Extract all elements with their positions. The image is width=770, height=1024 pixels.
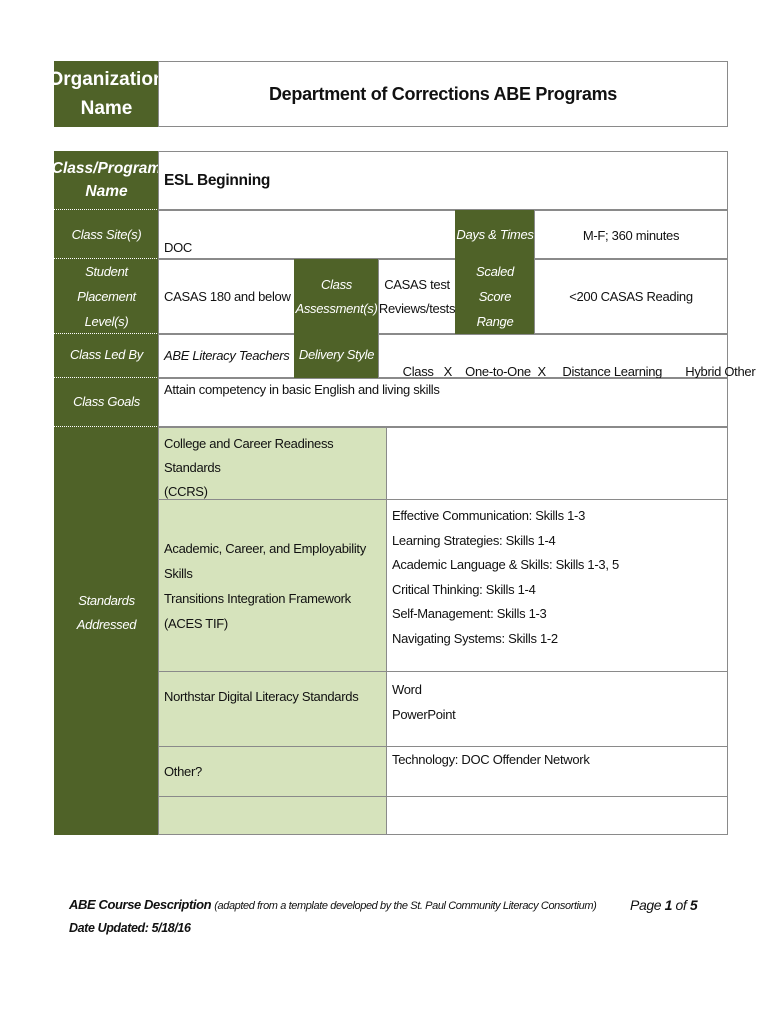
aces-skill: Learning Strategies: Skills 1-4 [392,532,556,548]
led-label: Class Led By [70,347,143,362]
footer-date [69,920,269,936]
northstar-items-cell [386,671,728,747]
aces-skill: Academic Language & Skills: Skills 1-3, 5 [392,557,619,572]
site-label: Class Site(s) [71,227,142,242]
program-label-cell [51,151,162,210]
placement-label-cell [54,259,159,334]
org-value-cell [158,61,728,127]
aces-label-cell [158,499,387,672]
goals-label-cell [54,378,159,427]
assessment-value-cell [378,259,456,334]
empty-value-cell [386,796,728,835]
program-label-line2: Name [85,183,128,200]
goals-label: Class Goals [73,394,140,409]
ccrs-value-cell [386,427,728,500]
aces-skill: Navigating Systems: Skills 1-2 [392,630,558,646]
standards-label-cell [54,427,159,835]
page-total: 5 [689,897,698,913]
page-indicator [630,897,710,913]
ccrs-line2: (CCRS) [164,484,208,499]
score-label-line2: Score [478,289,512,304]
assessment-value-line2: Reviews/tests [378,300,456,316]
other-label: Other? [164,764,202,779]
standards-label-line2: Addressed [76,617,137,632]
ccrs-line1: College and Career Readiness Standards [164,436,334,475]
assessment-value-line1: CASAS test [384,276,450,292]
empty-label-cell [158,796,387,835]
program-label-line1: Class/Program [51,160,162,177]
led-label-cell [54,334,159,378]
goals-value-cell [158,378,728,427]
placement-label-line3: Level(s) [84,313,129,329]
northstar-label: Northstar Digital Literacy Standards [164,689,359,704]
org-label-cell [48,61,165,127]
assessment-label-cell [294,259,379,334]
northstar-label-cell [158,671,387,747]
other-value: Technology: DOC Offender Network [392,752,590,767]
placement-label-line2: Placement [77,288,136,304]
goals-value: Attain competency in basic English and living skills [164,382,440,397]
score-value-cell [534,259,728,334]
delivery-value-cell [378,334,756,379]
page-word: Page [630,897,662,913]
footer-description [69,897,597,914]
standards-label-line1: Standards [78,593,135,608]
delivery-label-cell [294,334,379,378]
footer-title: ABE Course Description [69,897,212,912]
other-label-cell [158,746,387,797]
assessment-label-line1: Class [320,276,352,292]
placement-value: CASAS 180 and below [164,289,291,304]
aces-line1: Academic, Career, and Employability Skills [164,540,366,581]
delivery-label: Delivery Style [298,347,375,362]
score-value: <200 CASAS Reading [569,288,693,304]
days-label: Days & Times [456,227,534,242]
delivery-value: Class X One-to-One X Distance Learning Hybrid Other [402,364,756,379]
score-label-cell [455,259,535,334]
aces-skills-cell [386,499,728,672]
assessment-label-line2: Assessment(s) [295,300,378,316]
northstar-item: PowerPoint [392,707,456,722]
placement-value-cell [158,259,295,334]
org-value: Department of Corrections ABE Programs [268,83,617,104]
score-label-line1: Scaled [476,264,514,279]
days-value: M-F; 360 minutes [582,228,680,243]
aces-line2: Transitions Integration Framework (ACES TIF) [164,590,351,631]
days-value-cell [534,210,728,259]
northstar-item: Word [392,682,422,697]
placement-label-line1: Student [85,263,128,279]
org-label-line2: Name [80,98,133,119]
site-value: DOC [164,240,192,255]
other-value-cell [386,746,728,797]
days-label-cell [455,210,535,259]
site-value-cell [158,210,456,259]
program-value-cell [158,151,728,210]
org-label-line1: Organization [48,69,165,90]
aces-skill: Effective Communication: Skills 1-3 [392,508,586,523]
of-word: of [675,897,687,913]
score-label-line3: Range [476,314,514,329]
footer-date-text: Date Updated: 5/18/16 [69,921,191,935]
ccrs-label-cell [158,427,387,500]
footer-note: (adapted from a template developed by the St. Paul Community Literacy Consortium) [214,900,597,912]
page-number: 1 [664,897,672,913]
aces-skill: Critical Thinking: Skills 1-4 [392,581,536,597]
program-value: ESL Beginning [164,172,271,189]
led-value-cell [158,334,295,378]
aces-skill: Self-Management: Skills 1-3 [392,606,547,621]
led-value: ABE Literacy Teachers [164,348,290,363]
site-label-cell [54,210,159,259]
